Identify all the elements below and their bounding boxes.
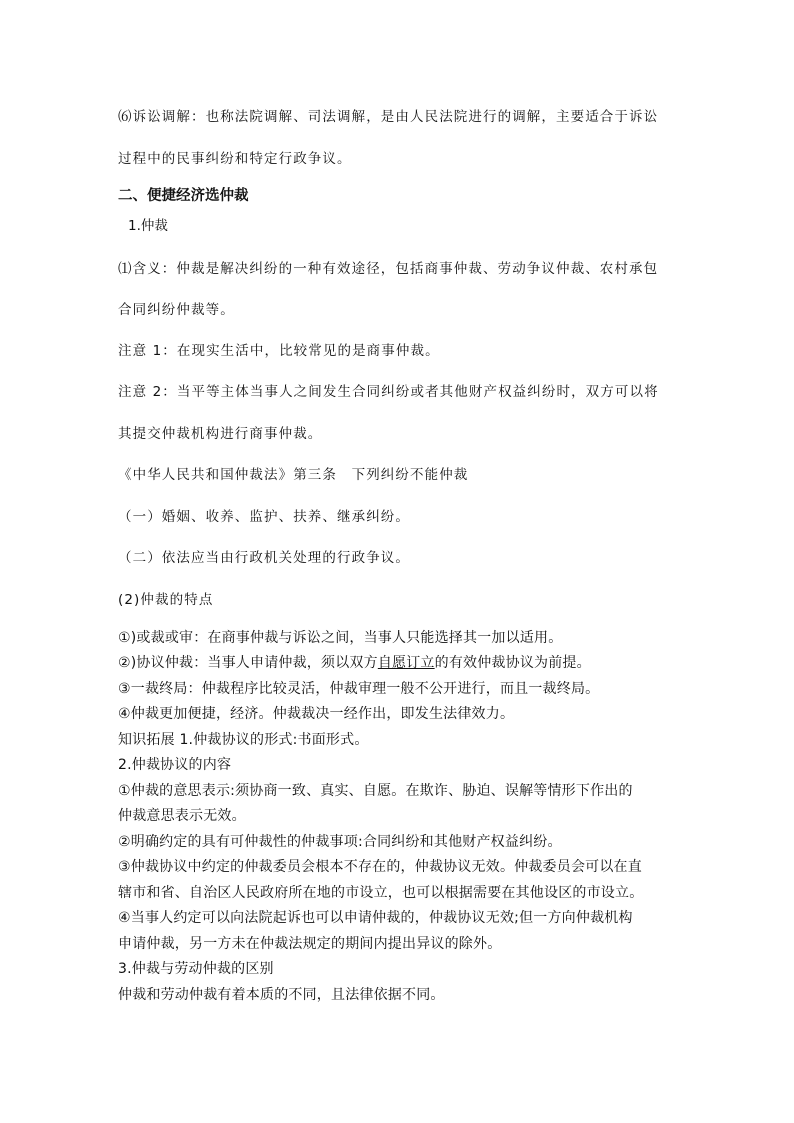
feature-1: ①)或裁或审：在商事仲裁与诉讼之间，当事人只能选择其一加以适用。 [118,630,563,646]
feature-3: ③一裁终局：仲裁程序比较灵活，仲裁审理一般不公开进行，而且一裁终局。 [118,681,600,697]
note-2-line2: 其提交仲裁机构进行商事仲裁。 [118,426,323,442]
knowledge-extension-1: 知识拓展 1.仲裁协议的形式:书面形式。 [118,732,369,748]
content-2: ②明确约定的具有可仲裁性的仲裁事项:合同纠纷和其他财产权益纠纷。 [118,834,562,850]
subheading-arbitration: 1.仲裁 [128,218,168,234]
note-2-line1: 注意 2：当平等主体当事人之间发生合同纠纷或者其他财产权益纠纷时，双方可以将 [118,384,659,400]
law-item-1: （一）婚姻、收养、监护、扶养、继承纠纷。 [118,509,410,525]
paragraph-definition-line1: ⑴含义：仲裁是解决纠纷的一种有效途径，包括商事仲裁、劳动争议仲裁、农村承包 [118,261,659,277]
note-1: 注意 1：在现实生活中，比较常见的是商事仲裁。 [118,343,440,359]
feature-2-text-b: 的有效仲裁协议为前提。 [434,655,591,671]
content-4-line2: 申请仲裁，另一方未在仲裁法规定的期间内提出异议的除外。 [118,936,502,952]
content-4-line1: ④当事人约定可以向法院起诉也可以申请仲裁的，仲裁协议无效;但一方向仲裁机构 [118,910,633,926]
content-1-line1: ①仲裁的意思表示:须协商一致、真实、自愿。在欺诈、胁迫、误解等情形下作出的 [118,783,633,799]
paragraph-definition-line2: 合同纠纷仲裁等。 [118,302,235,318]
knowledge-extension-3-text: 仲裁和劳动仲裁有着本质的不同，且法律依据不同。 [118,987,445,1003]
content-3-line2: 辖市和省、自治区人民政府所在地的市设立，也可以根据需要在其他设区的市设立。 [118,885,644,901]
section-heading-arbitration: 二、便捷经济选仲裁 [118,188,249,204]
feature-2 [118,654,591,672]
features-heading: (2)仲裁的特点 [118,592,214,608]
paragraph-litigation-mediation-line2: 过程中的民事纠纷和特定行政争议。 [118,151,352,167]
law-item-2: （二）依法应当由行政机关处理的行政争议。 [118,550,410,566]
feature-2-text-a: ②)协议仲裁：当事人申请仲裁，须以双方 [118,655,378,671]
content-3-line1: ③仲裁协议中约定的仲裁委员会根本不存在的，仲裁协议无效。仲裁委员会可以在直 [118,859,642,875]
feature-2-underlined: 自愿订立 [377,655,435,671]
law-article-title: 《中华人民共和国仲裁法》第三条 下列纠纷不能仲裁 [118,467,469,483]
feature-4: ④仲裁更加便捷，经济。仲裁裁决一经作出，即发生法律效力。 [118,706,515,722]
paragraph-litigation-mediation-line1: ⑹诉讼调解：也称法院调解、司法调解，是由人民法院进行的调解，主要适合于诉讼 [118,109,659,125]
knowledge-extension-2: 2.仲裁协议的内容 [118,757,232,773]
knowledge-extension-3: 3.仲裁与劳动仲裁的区别 [118,961,274,977]
content-1-line2: 仲裁意思表示无效。 [118,808,246,824]
